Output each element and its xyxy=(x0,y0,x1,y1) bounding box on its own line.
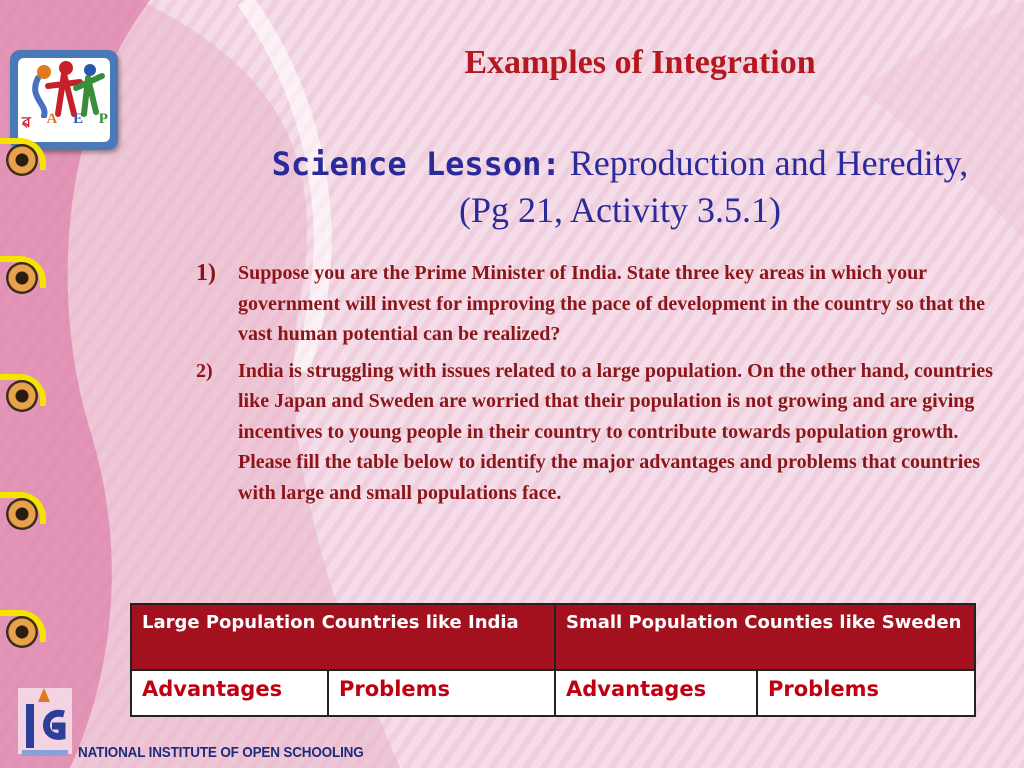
question-item xyxy=(196,356,1006,509)
footer-institute-name: NATIONAL INSTITUTE OF OPEN SCHOOLING xyxy=(78,744,364,761)
slide-subtitle xyxy=(250,140,990,233)
people-figures-icon xyxy=(18,58,110,118)
question-number: 2) xyxy=(196,359,213,382)
question-item xyxy=(196,258,1006,350)
cell-small-advantages[interactable]: Advantages xyxy=(555,670,757,716)
slide-title: Examples of Integration xyxy=(464,44,816,81)
header-large-population: Large Population Countries like India xyxy=(131,604,555,670)
cell-small-problems[interactable]: Problems xyxy=(757,670,975,716)
ring-hole-icon xyxy=(6,380,38,412)
ring-hole-icon xyxy=(6,144,38,176)
table-row xyxy=(131,670,975,716)
ring-hole-icon xyxy=(6,498,38,530)
logo-letter: A xyxy=(46,111,58,127)
logo-letter: P xyxy=(98,111,108,127)
question-list xyxy=(196,258,1006,514)
cell-large-problems[interactable]: Problems xyxy=(328,670,555,716)
subtitle-rest: Reproduction and Heredity, (Pg 21, Activity 3.5.1) xyxy=(459,143,969,230)
cell-large-advantages[interactable]: Advantages xyxy=(131,670,328,716)
question-text: India is struggling with issues related to a large population. On the other hand, countries like Japan and Sweden are worried that their population is not growing and are giving incentives to young people in their country to contribute towards population growth. Please fill the table below to identify the major advantages and problems that countries with large and small populations face. xyxy=(238,359,993,504)
population-table xyxy=(130,603,976,717)
binder-rings xyxy=(0,130,60,690)
subtitle-lead: Science Lesson: xyxy=(271,145,561,183)
header-small-population: Small Population Counties like Sweden xyxy=(555,604,975,670)
table-header-row xyxy=(131,604,975,670)
question-text: Suppose you are the Prime Minister of India. State three key areas in which your government will invest for improving the pace of development in the country so that the vast human potential can be realized? xyxy=(238,262,985,345)
logo-letter: E xyxy=(73,111,84,127)
logo-letter: ৱ xyxy=(22,115,31,131)
nios-logo xyxy=(16,684,74,762)
ring-hole-icon xyxy=(6,262,38,294)
ring-hole-icon xyxy=(6,616,38,648)
question-number: 1) xyxy=(196,260,216,286)
